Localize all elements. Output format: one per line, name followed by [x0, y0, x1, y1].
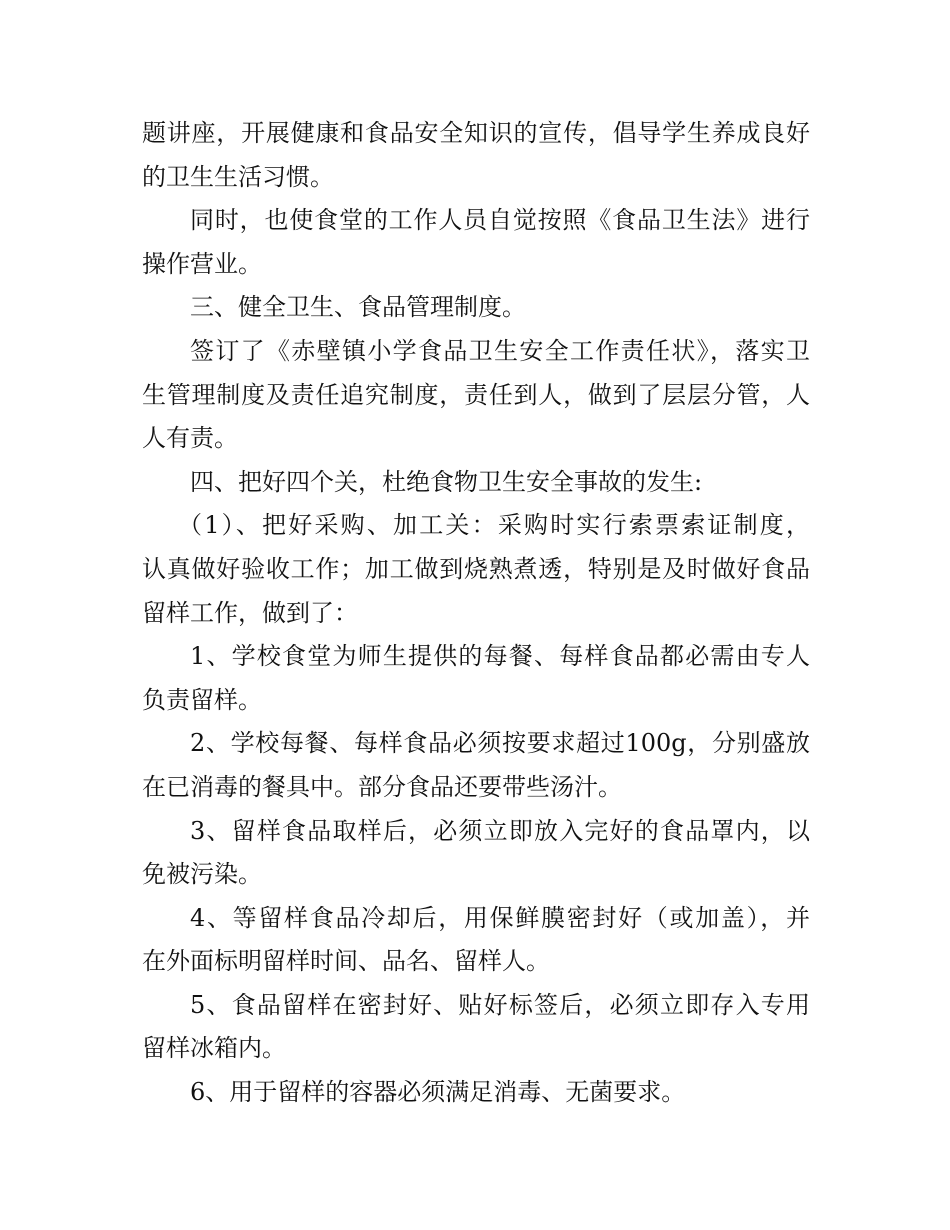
paragraph-line: 的卫生生活习惯。 — [142, 162, 334, 191]
list-item-line: 1、学校食堂为师生提供的每餐、每样食品都必需由专人 — [190, 642, 810, 671]
list-item-line: 6、用于留样的容器必须满足消毒、无菌要求。 — [190, 1078, 686, 1107]
paragraph-line: 签订了《赤壁镇小学食品卫生安全工作责任状》，落实卫 — [190, 336, 810, 365]
paragraph-line: （1）、把好采购、加工关：采购时实行索票索证制度， — [178, 511, 810, 540]
list-item-line: 4、等留样食品冷却后，用保鲜膜密封好（或加盖），并 — [190, 903, 810, 932]
list-item-line: 留样冰箱内。 — [142, 1034, 286, 1063]
list-item-line: 免被污染。 — [142, 860, 262, 889]
list-item-line: 在已消毒的餐具中。部分食品还要带些汤汁。 — [142, 772, 622, 801]
paragraph-line: 同时，也使食堂的工作人员自觉按照《食品卫生法》进行 — [190, 206, 810, 235]
paragraph-line: 留样工作，做到了： — [142, 598, 358, 627]
list-item-line: 在外面标明留样时间、品名、留样人。 — [142, 947, 550, 976]
document-body — [142, 112, 810, 1115]
list-item-line: 3、留样食品取样后，必须立即放入完好的食品罩内，以 — [190, 816, 810, 845]
list-item-line: 2、学校每餐、每样食品必须按要求超过100g，分别盛放 — [190, 729, 810, 758]
section-heading: 四、把好四个关，杜绝食物卫生安全事故的发生: — [190, 467, 703, 496]
paragraph-line: 生管理制度及责任追究制度，责任到人，做到了层层分管，人 — [142, 380, 810, 409]
paragraph-line: 题讲座，开展健康和食品安全知识的宣传，倡导学生养成良好 — [142, 119, 810, 147]
paragraph-line: 认真做好验收工作；加工做到烧熟煮透，特别是及时做好食品 — [142, 554, 810, 583]
list-item-line: 负责留样。 — [142, 685, 262, 714]
list-item-line: 5、食品留样在密封好、贴好标签后，必须立即存入专用 — [190, 990, 810, 1019]
paragraph-line: 操作营业。 — [142, 249, 262, 278]
paragraph-line: 人有责。 — [142, 424, 238, 453]
section-heading: 三、健全卫生、食品管理制度。 — [190, 293, 526, 322]
